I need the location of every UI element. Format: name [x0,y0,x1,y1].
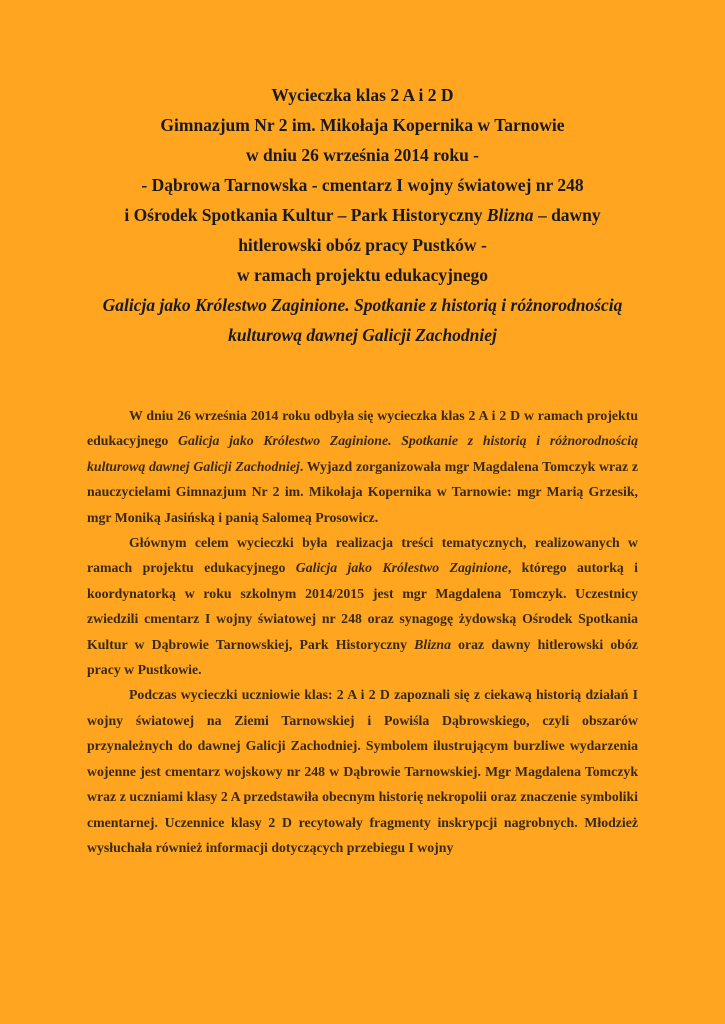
heading-line-9: kulturową dawnej Galicji Zachodniej [228,325,497,345]
document-body [87,403,638,860]
heading-line-4: - Dąbrowa Tarnowska - cmentarz I wojny światowej nr 248 [141,175,584,195]
paragraph-3 [87,682,638,860]
heading-line-3: w dniu 26 września 2014 roku - [245,145,480,165]
paragraph-2-italic-2: Blizna [414,636,451,652]
paragraph-1-italic: Galicja jako Królestwo Zaginione. Spotkanie z historią i różnorodnością kulturową dawnej Galicji Zachodniej [87,433,638,474]
heading-line-6: hitlerowski obóz pracy Pustków - [238,235,487,255]
paragraph-2-italic-1: Galicja jako Królestwo Zaginione [295,560,508,576]
heading-line-5-end: – dawny [533,205,601,225]
heading-line-5-italic: Blizna [486,205,534,225]
heading-line-7: w ramach projektu edukacyjnego [237,265,488,285]
heading-line-1: Wycieczka klas 2 A i 2 D [271,85,454,105]
paragraph-2-text-a: Głównym celem wycieczki była realizacja treści tematycznych, realizowanych w ramach projektu edukacyjnego [87,535,638,576]
paragraph-1-text-a: W dniu 26 września 2014 roku odbyła się wycieczka klas 2 A i 2 D w ramach projektu edukacyjnego [87,408,638,449]
document-heading [87,80,638,350]
paragraph-1 [87,403,638,530]
paragraph-2-text-c: , którego autorką i koordynatorką w roku szkolnym 2014/2015 jest mgr Magdalena Tomczyk. Uczestnicy zwiedzili cmentarz I wojny światowej nr 248 oraz synagogę żydowską Ośrodek Spotkania Kultur w Dąbrowie Tarnowskiej, Park Historyczny [87,560,639,652]
paragraph-1-text-c: . Wyjazd zorganizowała mgr Magdalena Tomczyk wraz z nauczycielami Gimnazjum Nr 2 im. Mikołaja Kopernika w Tarnowie: mgr Marią Grzesik, mgr Moniką Jasińską i panią Salomeą Prosowicz. [87,458,638,525]
heading-line-2: Gimnazjum Nr 2 im. Mikołaja Kopernika w Tarnowie [160,115,565,135]
paragraph-2 [87,530,638,682]
heading-line-5 [87,200,638,230]
paragraph-2-text-e: oraz dawny hitlerowski obóz pracy w Pustkowie. [87,636,638,678]
paragraph-3-text: Podczas wycieczki uczniowie klas: 2 A i 2 D zapoznali się z ciekawą historią działań I wojny światowej na Ziemi Tarnowskiej i Powiśla Dąbrowskiego, czyli obszarów przynależnych do dawnej Galicji Zachodniej. Symbolem ilustrującym burzliwe wydarzenia wojenne jest cmentarz wojskowy nr 248 w Dąbrowie Tarnowskiej. Mgr Magdalena Tomczyk wraz z uczniami klasy 2 A przedstawiła obecnym historię nekropolii oraz znaczenie symboliki cmentarnej. Uczennice klasy 2 D recytowały fragmenty inskrypcji nagrobnych. Młodzież wysłuchała również informacji dotyczących przebiegu I wojny [87,687,638,855]
heading-line-8: Galicja jako Królestwo Zaginione. Spotkanie z historią i różnorodnością [102,295,623,315]
heading-line-5-start: i Ośrodek Spotkania Kultur – Park Historyczny [124,205,487,225]
